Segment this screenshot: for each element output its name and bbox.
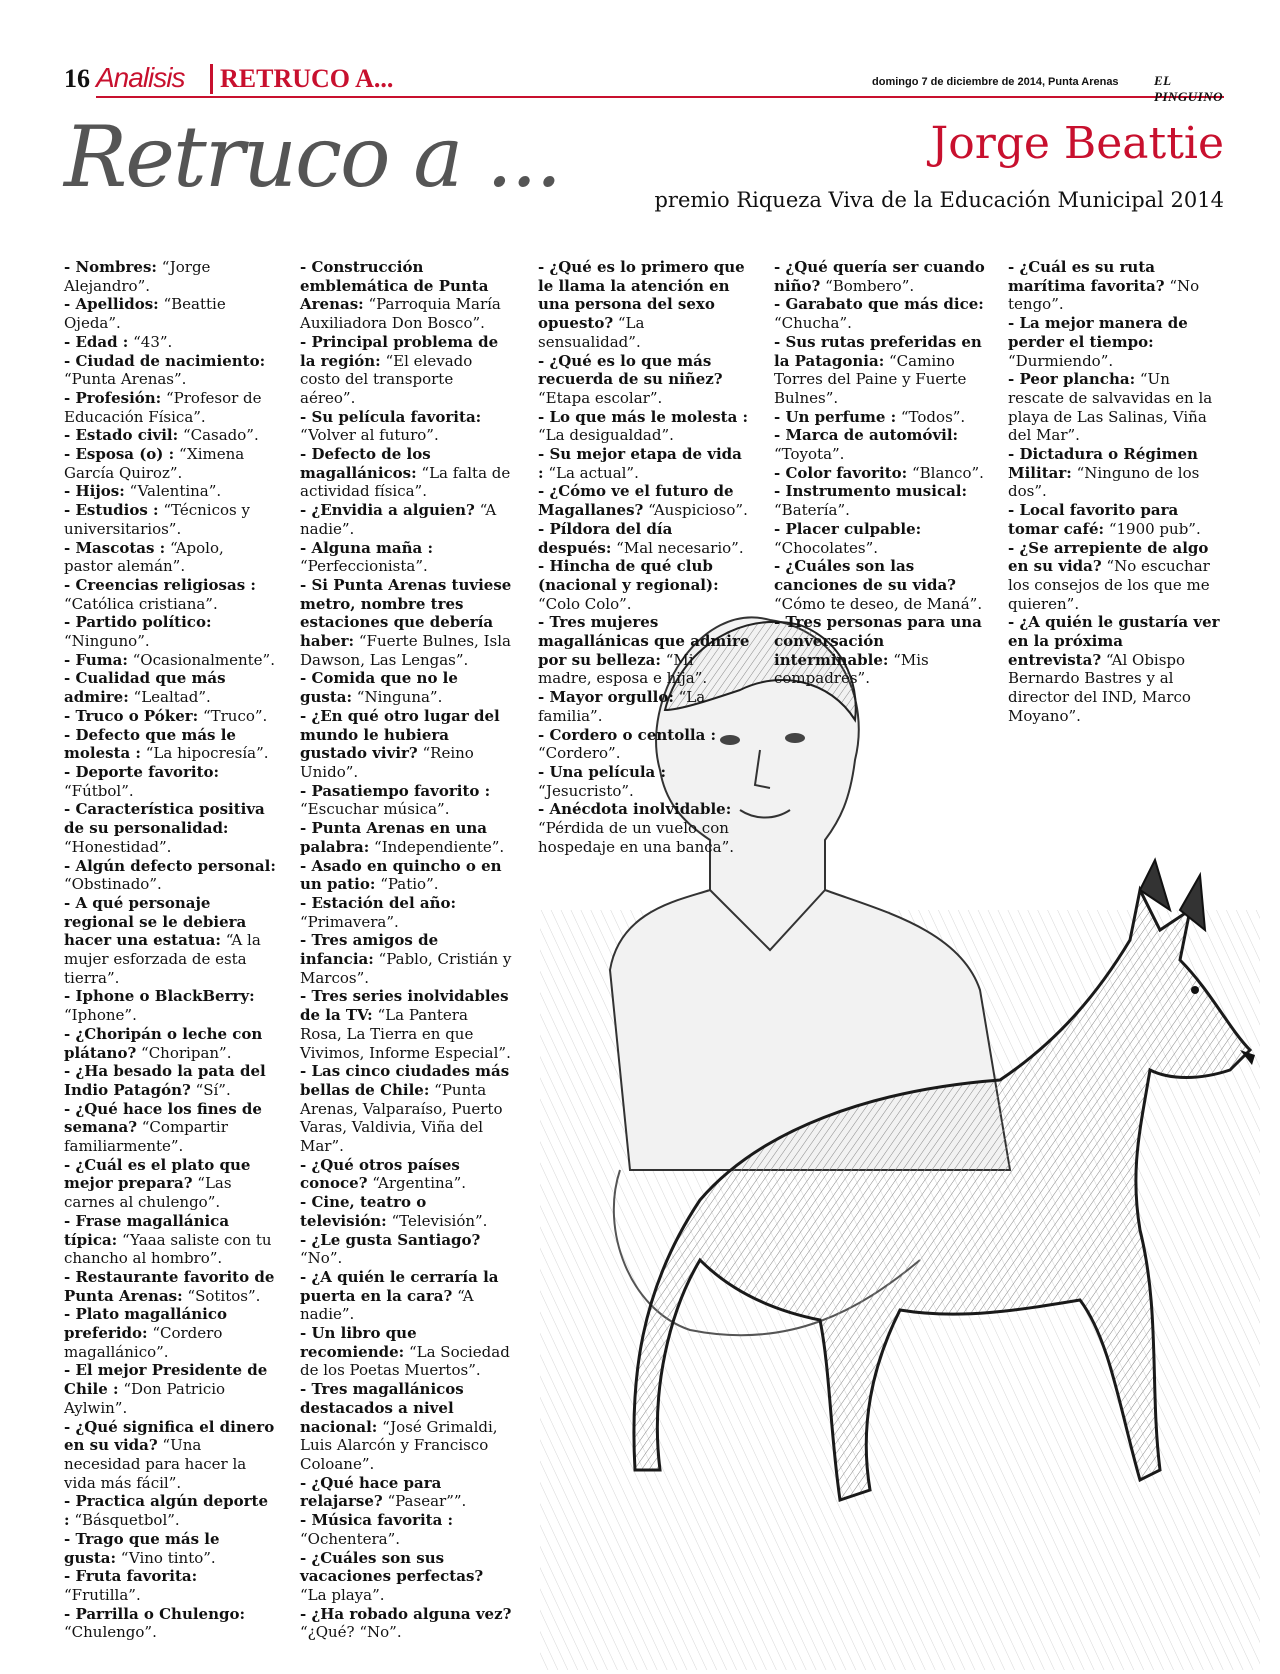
qa-answer: “Primavera”. [300,912,399,931]
qa-answer: “Ninguno”. [64,632,150,651]
column-5 [1008,258,1220,726]
qa-item [300,1605,512,1642]
qa-question: - Partido político: [64,613,212,632]
qa-question: - Peor plancha: [1008,370,1136,389]
qa-item [1008,445,1220,501]
qa-question: - ¿En qué otro lugar del mundo le hubiera gustado vivir? [300,706,500,763]
qa-item [774,520,986,557]
qa-answer: “Fútbol”. [64,781,134,800]
qa-question: - Una película : [538,762,667,781]
qa-question: - ¿Qué es lo que más recuerda de su niñez? [538,351,723,389]
qa-item [64,352,276,389]
qa-answer: “Lealtad”. [128,688,211,707]
qa-question: - Parrilla o Chulengo: [64,1604,246,1623]
qa-item [774,408,986,427]
qa-question: - Cualidad que más admire: [64,669,226,707]
qa-question: - ¿Qué es lo primero que le llama la atención en una persona del sexo opuesto? [538,258,745,333]
qa-question: - ¿Qué hace los fines de semana? [64,1099,262,1137]
qa-question: - Tres series inolvidables de la TV: [300,987,509,1025]
qa-question: - Marca de automóvil: [774,426,959,445]
qa-item [300,1324,512,1380]
dateline: domingo 7 de diciembre de 2014, Punta Arenas [872,76,1119,88]
qa-item [774,426,986,463]
qa-question: - Algún defecto personal: [64,856,276,875]
qa-item [300,408,512,445]
qa-answer: “Truco”. [198,706,268,725]
qa-answer: “A nadie”. [300,1286,474,1324]
qa-answer: “Obstinado”. [64,875,162,894]
qa-item [300,333,512,408]
qa-question: - Principal problema de la región: [300,332,499,370]
qa-question: - Cine, teatro o televisión: [300,1193,427,1230]
qa-item [1008,258,1220,314]
qa-item [300,1268,512,1324]
qa-item [538,726,750,763]
qa-question: - ¿Le gusta Santiago? [300,1230,481,1249]
qa-question: - Estado civil: [64,426,179,445]
qa-question: - Mascotas : [64,538,166,557]
qa-item [300,539,512,576]
qa-answer: “Etapa escolar”. [538,388,663,407]
qa-question: - Tres personas para una conversación interminable: [774,613,982,669]
qa-answer: “La falta de actividad física”. [300,463,511,501]
qa-question: - ¿Qué otros países conoce? [300,1155,460,1193]
qa-question: - ¿Qué quería ser cuando niño? [774,258,985,295]
qa-answer: “Yaaa saliste con tu chancho al hombro”. [64,1230,272,1268]
qa-item [64,987,276,1024]
qa-item [538,557,750,613]
qa-item [64,539,276,576]
qa-question: - Defecto de los magallánicos: [300,445,431,482]
qa-item [774,482,986,519]
qa-item [64,1156,276,1212]
qa-item [538,800,750,856]
qa-answer: “Escuchar música”. [300,800,450,819]
qa-item [64,1567,276,1604]
qa-question: - ¿Cuáles son sus vacaciones perfectas? [300,1548,484,1586]
qa-answer: “El elevado costo del transporte aéreo”. [300,351,473,407]
qa-item [300,501,512,538]
qa-question: - Deporte favorito: [64,762,220,781]
qa-answer: “Fuerte Bulnes, Isla Dawson, Las Lengas”. [300,632,511,669]
qa-answer: “Valentina”. [124,482,222,501]
qa-item [538,520,750,557]
qa-item [538,688,750,725]
qa-question: - ¿Cómo ve el futuro de Magallanes? [538,482,734,520]
qa-answer: “Vino tinto”. [116,1548,216,1567]
qa-answer: “No tengo”. [1008,276,1200,314]
qa-answer: “Durmiendo”. [1008,351,1114,370]
qa-question: - ¿Se arrepiente de algo en su vida? [1008,538,1209,576]
qa-answer: “Ocasionalmente”. [127,650,275,669]
qa-question: - Fruta favorita: [64,1567,198,1586]
qa-question: - Las cinco ciudades más bellas de Chile: [300,1062,510,1099]
qa-answer: “Jorge Alejandro”. [64,258,211,295]
qa-answer: “La Pantera Rosa, La Tierra en que Vivimos, Informe Especial”. [300,1006,511,1062]
qa-item [774,464,986,483]
qa-item [538,445,750,482]
qa-answer: “Casado”. [178,426,259,445]
qa-item [64,1492,276,1529]
qa-question: - A qué personaje regional se le debiera hacer una estatua: [64,893,247,950]
qa-answer: “Una necesidad para hacer la vida más fácil”. [64,1436,247,1492]
qa-question: - Anécdota inolvidable: [538,800,732,819]
qa-question: - Tres mujeres magallánicas que admire por su belleza: [538,613,750,669]
qa-question: - Tres amigos de infancia: [300,931,439,969]
qa-item [300,1380,512,1474]
qa-question: - Hijos: [64,482,125,501]
qa-answer: “Honestidad”. [64,837,172,856]
qa-answer: “Batería”. [774,501,850,520]
qa-item [538,408,750,445]
qa-answer: “José Grimaldi, Luis Alarcón y Francisco Coloane”. [300,1417,498,1473]
qa-question: - Iphone o BlackBerry: [64,987,255,1006]
qa-question: - Lo que más le molesta : [538,407,749,426]
qa-question: - Construcción emblemática de Punta Arenas: [300,258,489,314]
qa-question: - Hincha de qué club (nacional y regional): [538,557,719,594]
qa-item [64,295,276,332]
qa-item [300,931,512,987]
qa-answer: “43”. [128,332,173,351]
qa-question: - Si Punta Arenas tuviese metro, nombre tres estaciones que debería haber: [300,575,512,651]
qa-item [300,1511,512,1548]
qa-item [774,613,986,688]
page-header [64,62,1224,104]
qa-item [64,576,276,613]
qa-answer: “Chucha”. [774,314,852,333]
column-2 [300,258,512,1642]
qa-answer: “No”. [300,1249,343,1268]
section-separator [210,64,213,94]
qa-answer: “Ochentera”. [300,1529,401,1548]
qa-answer: “Pérdida de un vuelo con hospedaje en una banca”. [538,819,735,856]
qa-item [64,726,276,763]
qa-question: - Punta Arenas en una palabra: [300,819,487,856]
qa-item [64,1100,276,1156]
qa-item [64,1361,276,1417]
qa-question: - Su película favorita: [300,407,482,426]
qa-item [1008,314,1220,370]
qa-answer: “Beattie Ojeda”. [64,295,226,333]
qa-question: - Placer culpable: [774,519,922,538]
qa-answer: “Chocolates”. [774,538,879,557]
qa-item [1008,370,1220,445]
qa-item [774,333,986,408]
qa-question: - Profesión: [64,388,162,407]
qa-item [64,1062,276,1099]
qa-question: - ¿Qué significa el dinero en su vida? [64,1417,275,1455]
qa-answer: “Reino Unido”. [300,744,474,781]
qa-question: - Estación del año: [300,893,457,912]
qa-question: - Cordero o centolla : [538,725,717,744]
award-subtitle: premio Riqueza Viva de la Educación Municipal 2014 [654,188,1224,212]
qa-question: - ¿Cuáles son las canciones de su vida? [774,557,956,594]
qa-answer: “Patio”. [375,875,439,894]
qa-question: - ¿Qué hace para relajarse? [300,1473,442,1511]
qa-answer: “Don Patricio Aylwin”. [64,1380,226,1417]
qa-question: - Comida que no le gusta: [300,669,458,707]
qa-answer: “Al Obispo Bernardo Bastres y al director del IND, Marco Moyano”. [1008,650,1191,725]
qa-answer: “Choripan”. [136,1043,232,1062]
qa-answer: “Punta Arenas”. [64,370,187,389]
subsection-name: RETRUCO A... [220,64,394,93]
qa-answer: “Cómo te deseo, de Maná”. [774,594,983,613]
qa-answer: “Pablo, Cristián y Marcos”. [300,950,512,987]
qa-item [64,1530,276,1567]
qa-answer: “Católica cristiana”. [64,594,218,613]
qa-question: - Ciudad de nacimiento: [64,351,266,370]
qa-item [64,1025,276,1062]
qa-item [64,707,276,726]
qa-item [64,651,276,670]
qa-question: - Tres magallánicos destacados a nivel nacional: [300,1380,464,1436]
qa-question: - Alguna maña : [300,538,434,557]
qa-question: - Instrumento musical: [774,482,968,501]
qa-question: - ¿Cuál es su ruta marítima favorita? [1008,258,1165,295]
qa-question: - Música favorita : [300,1511,454,1530]
qa-answer: “Chulengo”. [64,1623,157,1642]
qa-answer: “Camino Torres del Paine y Fuerte Bulnes”. [774,351,967,407]
qa-answer: “Compartir familiarmente”. [64,1118,228,1156]
qa-question: - Color favorito: [774,463,908,482]
qa-item [538,613,750,688]
qa-item [64,389,276,426]
qa-item [64,613,276,650]
qa-answer: “Técnicos y universitarios”. [64,501,250,538]
qa-answer: “Ximena García Quiroz”. [64,445,245,482]
qa-item [64,1268,276,1305]
qa-item [64,1605,276,1642]
qa-question: - Trago que más le gusta: [64,1529,220,1567]
qa-item [300,987,512,1062]
qa-answer: “¿Qué? “No”. [300,1623,402,1642]
qa-answer: “Todos”. [896,407,966,426]
qa-item [64,258,276,295]
qa-question: - ¿Choripán o leche con plátano? [64,1024,263,1062]
qa-answer: “La playa”. [300,1585,385,1604]
qa-answer: “La sensualidad”. [538,314,645,351]
qa-answer: “La actual”. [543,463,639,482]
qa-item [774,557,986,613]
qa-item [1008,539,1220,614]
qa-item [64,1212,276,1268]
qa-answer: “Sí”. [190,1080,231,1099]
qa-question: - Un libro que recomiende: [300,1324,417,1361]
newspaper-logo: EL PINGUINO [1154,73,1223,104]
qa-question: - Estudios : [64,501,159,520]
qa-answer: “Profesor de Educación Física”. [64,388,262,426]
qa-question: - Característica positiva de su personalidad: [64,800,265,838]
qa-answer: “Auspicioso”. [643,501,748,520]
qa-answer: “La hipocresía”. [140,744,269,763]
qa-answer: “Sotitos”. [182,1286,261,1305]
qa-answer: “Parroquia María Auxiliadora Don Bosco”. [300,295,501,333]
qa-item [64,857,276,894]
qa-item [300,707,512,782]
qa-answer: “Independiente”. [369,837,505,856]
qa-answer: “Mal necesario”. [611,538,744,557]
qa-item [538,258,750,352]
qa-answer: “Volver al futuro”. [300,426,439,445]
qa-answer: “Mis compadres”. [774,650,929,688]
qa-answer: “Blanco”. [907,463,984,482]
qa-question: - Plato magallánico preferido: [64,1305,227,1343]
qa-answer: “1900 pub”. [1104,519,1201,538]
qa-item [64,669,276,706]
qa-item [300,1193,512,1230]
qa-question: - El mejor Presidente de Chile : [64,1361,268,1399]
header-rule [96,96,1224,98]
qa-question: - Sus rutas preferidas en la Patagonia: [774,332,982,370]
qa-question: - Truco o Póker: [64,706,199,725]
qa-item [300,857,512,894]
qa-item [300,258,512,333]
qa-item [300,1549,512,1605]
qa-answer: “Apolo, pastor alemán”. [64,538,224,576]
qa-answer: “La desigualdad”. [538,426,674,445]
qa-item [774,295,986,332]
qa-question: - Dictadura o Régimen Militar: [1008,445,1198,482]
qa-question: - Local favorito para tomar café: [1008,501,1179,538]
section-name: Analisis [96,62,185,93]
qa-question: - Asado en quincho o en un patio: [300,856,502,894]
qa-question: - Nombres: [64,258,157,276]
qa-question: - Un perfume : [774,407,897,426]
qa-item [300,1062,512,1156]
qa-item [300,1474,512,1511]
column-1 [64,258,276,1642]
qa-question: - Fuma: [64,650,128,669]
qa-item [300,445,512,501]
qa-item [774,258,986,295]
qa-item [538,352,750,408]
qa-answer: “Toyota”. [774,445,845,464]
qa-question: - ¿Ha robado alguna vez? [300,1604,512,1623]
qa-question: - Defecto que más le molesta : [64,725,236,763]
column-3 [538,258,750,857]
qa-item [300,1156,512,1193]
qa-item [1008,613,1220,725]
qa-answer: “La Sociedad de los Poetas Muertos”. [300,1342,510,1380]
qa-question: - Practica algún deporte : [64,1492,269,1530]
qa-item [64,894,276,988]
qa-item [64,445,276,482]
qa-item [1008,501,1220,538]
qa-answer: “Iphone”. [64,1006,137,1025]
script-title: Retruco a ... [64,108,561,206]
qa-question: - La mejor manera de perder el tiempo: [1008,314,1188,351]
qa-question: - Restaurante favorito de Punta Arenas: [64,1267,275,1305]
qa-question: - Garabato que más dice: [774,295,984,314]
qa-answer: “Jesucristo”. [538,781,634,800]
qa-answer: “Ninguna”. [352,688,443,707]
qa-answer: “No escuchar los consejos de los que me quieren”. [1008,557,1210,613]
qa-answer: “La familia”. [538,688,706,725]
qa-question: - ¿Ha besado la pata del Indio Patagón? [64,1062,266,1099]
qa-question: - Creencias religiosas : [64,575,256,594]
qa-answer: “A la mujer esforzada de esta tierra”. [64,931,261,987]
qa-answer: “Mi madre, esposa e hija”. [538,650,708,688]
qa-answer: “Bombero”. [820,276,915,295]
qa-item [64,763,276,800]
qa-answer: “Punta Arenas, Valparaíso, Puerto Varas, Valdivia, Viña del Mar”. [300,1080,503,1156]
qa-answer: “Argentina”. [367,1174,467,1193]
qa-question: - Esposa (o) : [64,445,175,464]
qa-item [300,576,512,670]
qa-item [538,482,750,519]
qa-item [64,1418,276,1493]
qa-item [64,482,276,501]
qa-item [64,426,276,445]
qa-item [64,501,276,538]
qa-question: - ¿A quién le cerraría la puerta en la cara? [300,1267,499,1305]
qa-item [300,819,512,856]
qa-item [300,894,512,931]
qa-question: - Su mejor etapa de vida : [538,445,742,482]
page-number: 16 [64,64,90,93]
qa-item [64,1305,276,1361]
qa-answer: “Colo Colo”. [538,594,632,613]
qa-question: - Apellidos: [64,295,159,314]
qa-answer: “Frutilla”. [64,1585,141,1604]
qa-question: - ¿Envidia a alguien? [300,501,475,520]
qa-answer: “Cordero magallánico”. [64,1324,223,1361]
qa-question: - Edad : [64,332,129,351]
interviewee-name: Jorge Beattie [930,118,1224,169]
qa-question: - Frase magallánica típica: [64,1211,230,1249]
qa-answer: “Ninguno de los dos”. [1008,463,1200,501]
qa-item [538,763,750,800]
qa-question: - Mayor orgullo: [538,688,674,707]
qa-answer: “Básquetbol”. [69,1511,180,1530]
qa-answer: “Un rescate de salvavidas en la playa de Las Salinas, Viña del Mar”. [1008,370,1213,445]
qa-answer: “A nadie”. [300,501,497,538]
qa-question: - Píldora del día después: [538,519,673,557]
qa-item [300,1231,512,1268]
qa-item [300,782,512,819]
qa-item [64,800,276,856]
qa-answer: “Televisión”. [386,1211,488,1230]
qa-question: - ¿A quién le gustaría ver en la próxima entrevista? [1008,613,1220,669]
qa-answer: “Pasear””. [382,1492,467,1511]
column-4 [774,258,986,688]
qa-question: - Pasatiempo favorito : [300,781,491,800]
qa-item [64,333,276,352]
qa-answer: “Cordero”. [538,744,621,763]
qa-question: - ¿Cuál es el plato que mejor prepara? [64,1155,251,1193]
qa-answer: “Las carnes al chulengo”. [64,1174,232,1212]
qa-item [300,669,512,706]
qa-answer: “Perfeccionista”. [300,557,428,576]
